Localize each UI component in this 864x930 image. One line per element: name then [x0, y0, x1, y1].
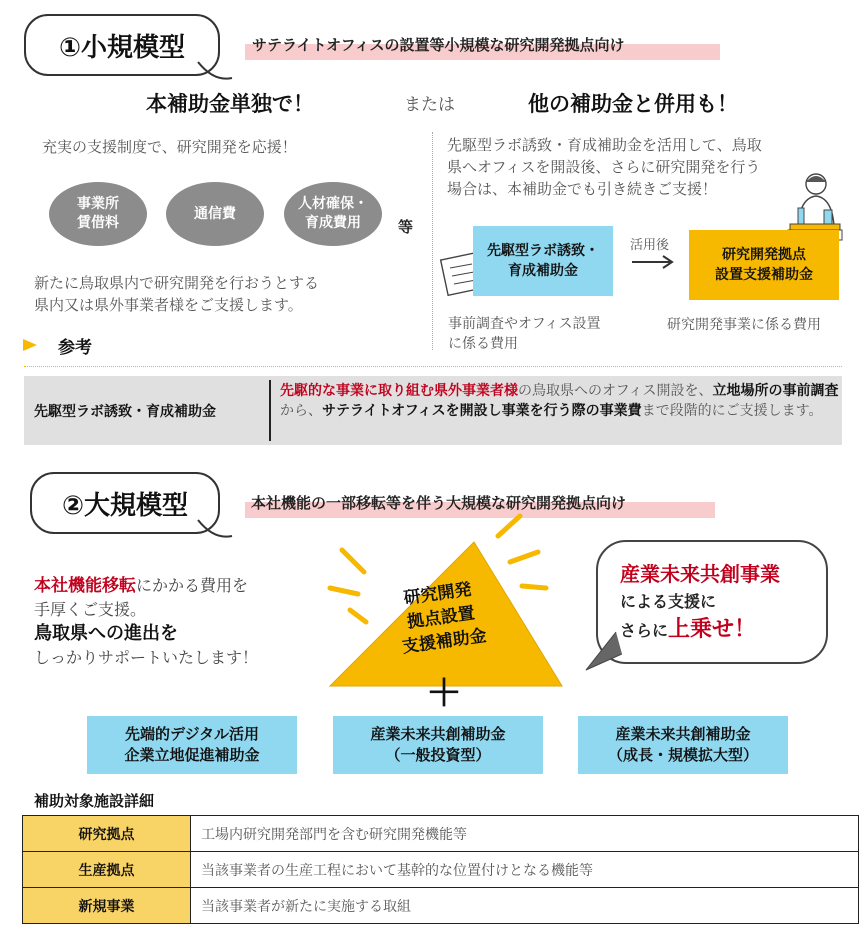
etc-text: 等 [398, 218, 414, 236]
yellow-caption: 研究開発事業に係る費用 [667, 317, 821, 333]
digital-subsidy-box: 先端的デジタル活用 企業立地促進補助金 [87, 716, 297, 774]
reference-label: 参考 [58, 338, 92, 358]
rd-base-box: 研究開発拠点 設置支援補助金 [689, 230, 839, 300]
section2-heading-bubble [30, 472, 220, 534]
details-row-label: 研究拠点 [23, 816, 191, 852]
table-row [23, 852, 859, 888]
details-row-value: 当該事業者が新たに実施する取組 [191, 888, 859, 924]
details-table [22, 815, 859, 924]
right-arrow-icon [630, 254, 676, 270]
right-desc: 先駆型ラボ誘致・育成補助金を活用して、鳥取 県へオフィスを開設後、さらに研究開発を行う 場合は、本補助金でも引き続きご支援！ [447, 136, 762, 198]
pioneer-lab-box: 先駆型ラボ誘致・ 育成補助金 [473, 226, 613, 296]
reference-table-divider [269, 380, 271, 441]
blue-caption: 事前調査やオフィス設置 に係る費用 [448, 316, 601, 352]
section2-left-text: 本社機能移転にかかる費用を 手厚くご支援。 鳥取県への進出を しっかりサポートいたします！ [34, 576, 259, 667]
or-text: または [404, 95, 455, 115]
triangle-text: 研究開発 拠点設置 支援補助金 [400, 579, 488, 658]
reference-table-label: 先駆型ラボ誘致・育成補助金 [34, 404, 216, 420]
section2-tagline: 本社機能の一部移転等を伴う大規模な研究開発拠点向け [251, 494, 627, 512]
details-title: 補助対象施設詳細 [34, 792, 155, 810]
vertical-divider [432, 132, 433, 350]
speech-bubble-text: 産業未来共創事業 による支援に さらに上乗せ！ [620, 562, 780, 642]
circle-hr: 人材確保・ 育成費用 [284, 182, 382, 246]
details-row-label: 生産拠点 [23, 852, 191, 888]
reference-table-text: 先駆的な事業に取り組む県外事業者様の鳥取県へのオフィス開設を、立地場所の事前調査から、サテライトオフィスを開設し事業を行う際の事業費まで段階的にご支援します。 [280, 383, 839, 419]
section2-heading: ②大規模型 [61, 490, 188, 521]
growth-expansion-box: 産業未来共創補助金 （成長・規模拡大型） [578, 716, 788, 774]
left-title: 本補助金単独で！ [146, 92, 314, 116]
left-intro: 充実の支援制度で、研究開発を応援！ [42, 138, 297, 156]
table-row [23, 888, 859, 924]
horizontal-dotted-divider [24, 366, 842, 367]
section1-tagline: サテライトオフィスの設置等小規模な研究開発拠点向け [252, 36, 625, 54]
details-row-value: 当該事業者の生産工程において基幹的な位置付けとなる機能等 [191, 852, 859, 888]
details-row-label: 新規事業 [23, 888, 191, 924]
details-row-value: 工場内研究開発部門を含む研究開発機能等 [191, 816, 859, 852]
general-investment-box: 産業未来共創補助金 （一般投資型） [333, 716, 543, 774]
right-title: 他の補助金と併用も！ [528, 92, 738, 116]
arrow-label: 活用後 [630, 238, 670, 253]
bubble-tail [196, 518, 236, 544]
plus-sign: ＋ [426, 673, 463, 714]
circle-rent: 事業所 賃借料 [49, 182, 147, 246]
left-desc: 新たに鳥取県内で研究開発を行おうとする 県内又は県外事業者様をご支援します。 [34, 274, 320, 314]
circle-communication: 通信費 [166, 182, 264, 246]
section1-heading: ①小規模型 [58, 32, 185, 63]
speech-bubble-tail [582, 630, 622, 674]
reference-table [24, 376, 842, 445]
section1-heading-bubble [24, 14, 220, 76]
triangle-bullet-icon [22, 338, 38, 352]
table-row [23, 816, 859, 852]
bubble-tail [196, 60, 236, 86]
